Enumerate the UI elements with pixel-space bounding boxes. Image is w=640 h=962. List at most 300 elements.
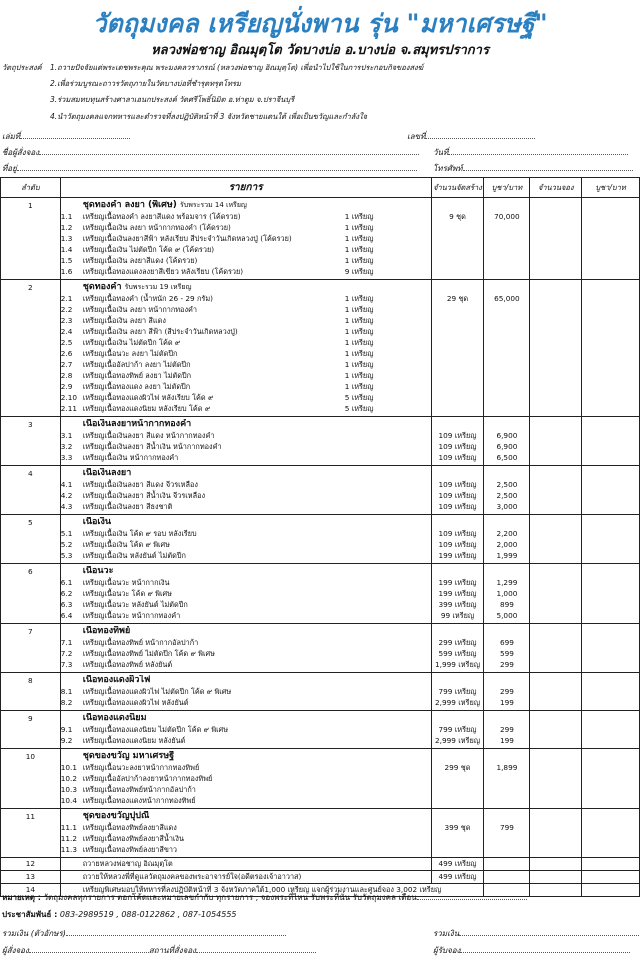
blank [484, 566, 529, 577]
section-title-text: เนื้อนวะ [82, 566, 114, 576]
reserve-price-input[interactable] [582, 624, 640, 673]
list-item [61, 724, 431, 735]
section-number: 7 [28, 627, 33, 636]
section-no [1, 564, 61, 624]
blank [432, 266, 484, 277]
reserve-qty-input[interactable] [530, 858, 582, 871]
made-cell [431, 466, 484, 515]
price-cell [484, 858, 530, 871]
price-value: 199 [499, 736, 514, 745]
section-title-text: เนื้อเงินลงยา [82, 468, 132, 478]
section-number: 9 [28, 714, 33, 723]
reserve-price-input[interactable] [582, 515, 640, 564]
section-title [61, 282, 431, 293]
col-price: บูชา/บาท [484, 178, 530, 198]
section-items [60, 749, 431, 809]
page-title: วัตถุมงคล เหรียญนั่งพาน รุ่น "มหาเศรษฐี" [92, 9, 548, 38]
number-field[interactable]: เลขที่ [407, 130, 535, 143]
blank [484, 359, 529, 370]
section-subtitle: รับพระรวม 14 เหรียญ [180, 201, 247, 209]
blank [484, 266, 529, 277]
made-value: 799 เหรียญ [438, 725, 477, 734]
item-no: 1.5 [60, 256, 73, 265]
price-value: 6,500 [496, 453, 518, 462]
item-no: 3.3 [60, 453, 73, 462]
price-cell [484, 711, 530, 749]
note: หมายเหตุ : วัตถุมงคลทุกรายการ ตอกโค้ดและหมายเลขกำกับ ทุกรายการ , จองพระที่ไหน รับพระที่นั่น รับวัตถุมงคล เดือน [2, 891, 527, 904]
list-item [61, 501, 431, 512]
item-name: เหรียญเนื้อทองแดง ลงยา ไม่ตัดปีก [82, 382, 191, 391]
made-value: 2,999 เหรียญ [435, 698, 480, 707]
reserve-qty-input[interactable] [530, 466, 582, 515]
orderer-field[interactable]: ผู้สั่งจอง สถานที่สั่งจอง [2, 944, 316, 957]
price-value: 6,900 [496, 431, 518, 440]
item-qty: 1 เหรียญ [344, 316, 374, 325]
blank [484, 751, 529, 762]
price-cell [484, 198, 530, 280]
item-name: เหรียญเนื้อนวะ โค้ด ๙ พิเศษ [82, 589, 172, 598]
list-item [61, 648, 431, 659]
item-no: 2.7 [60, 360, 73, 369]
item-name: เหรียญเนื้อนวะ หน้ากากทองคำ [82, 611, 181, 620]
objective-2: 2.เพื่อร่วมบูรณะถาวรวัตถุภายในวัดบางบ่อที่ชำรุดทรุดโทรม [50, 79, 241, 88]
list-item [61, 233, 431, 244]
reserve-price-input[interactable] [582, 673, 640, 711]
list-item [61, 479, 431, 490]
item-qty: 5 เหรียญ [344, 393, 374, 402]
made-cell [431, 280, 484, 417]
price-value: 1,000 [496, 589, 518, 598]
item-no: 3.1 [60, 431, 73, 440]
item-name: เหรียญเนื้อเงิน หลังยันต์ ไม่ตัดปีก [82, 551, 186, 560]
section-no [1, 417, 61, 466]
list-item [61, 326, 431, 337]
item-name: เหรียญเนื้อนวะ หน้ากากเงิน [82, 578, 170, 587]
list-item [61, 403, 431, 414]
list-item [61, 490, 431, 501]
item-no: 10.4 [60, 796, 77, 805]
item-name: เหรียญเนื้อเงิน หน้ากากทองคำ [82, 453, 179, 462]
blank [484, 419, 529, 430]
blank [484, 304, 529, 315]
made-value: 99 เหรียญ [440, 611, 475, 620]
section-number: 11 [25, 812, 36, 821]
blank [484, 517, 529, 528]
item-name: เหรียญเนื้ออัลปาก้า ลงยา ไม่ตัดปีก [82, 360, 191, 369]
blank [484, 381, 529, 392]
item-no: 3.2 [60, 442, 73, 451]
item-name: เหรียญเนื้อทองคำ (น้ำหนัก 26 - 29 กรัม) [82, 294, 214, 303]
blank [484, 222, 529, 233]
blank [484, 326, 529, 337]
item-no: 9.1 [60, 725, 73, 734]
blank [484, 626, 529, 637]
blank [432, 255, 484, 266]
item-name: เหรียญเนื้อเงิน ลงยา หน้ากากทองคำ [82, 305, 197, 314]
section-row [1, 673, 640, 711]
reserve-price-input[interactable] [582, 417, 640, 466]
item-name: เหรียญเนื้อทองแดงนิยม หลังยันต์ [82, 736, 186, 745]
item-name: เหรียญเนื้อทองแดงผิวไฟ ไม่ตัดปีก โค้ด ๙ พิเศษ [82, 687, 232, 696]
item-name: เหรียญเนื้อเงิน โค้ด ๙ รอบ หลังเรียบ [82, 529, 197, 538]
section-title-text: เนื้อทองแดงผิวไฟ [82, 675, 151, 685]
section-row [1, 280, 640, 417]
section-items [60, 466, 431, 515]
item-no: 1.6 [60, 267, 73, 276]
price-cell [484, 871, 530, 884]
list-item [61, 833, 431, 844]
reserve-qty-input[interactable] [530, 198, 582, 280]
blank [432, 626, 484, 637]
item-qty: 5 เหรียญ [344, 404, 374, 413]
item-no: 1.3 [60, 234, 73, 243]
item-no: 2.10 [60, 393, 77, 402]
made-value: 799 เหรียญ [438, 687, 477, 696]
section-title [61, 626, 431, 637]
blank [432, 795, 484, 806]
section-number: 10 [25, 752, 36, 761]
made-value: 109 เหรียญ [438, 453, 477, 462]
section-title [61, 566, 431, 577]
list-item [61, 659, 431, 670]
section-title [61, 811, 431, 822]
blank [484, 282, 529, 293]
reserve-qty-input[interactable] [530, 515, 582, 564]
item-no: 2.6 [60, 349, 73, 358]
section-title [61, 200, 431, 211]
receiver-field[interactable]: ผู้รับจอง [433, 944, 630, 957]
blank [484, 844, 529, 855]
blank [432, 713, 484, 724]
item-name: เหรียญเนื้อเงินลงยา สีแดง หน้ากากทองคำ [82, 431, 215, 440]
blank [484, 255, 529, 266]
objective-3: 3.ร่วมสมทบทุนสร้างศาลาเอนกประสงค์ วัดศรีโพธิ์นิมิต อ.ท่าตูม จ.ปราจีนบุรี [50, 95, 295, 104]
section-items [60, 564, 431, 624]
price-cell [484, 515, 530, 564]
blank [484, 370, 529, 381]
item-no: 7.3 [60, 660, 73, 669]
blank [432, 751, 484, 762]
reserve-price-input[interactable] [582, 466, 640, 515]
item-name: เหรียญเนื้อนวะลงยาหน้ากากทองทิพย์ [82, 763, 200, 772]
blank [432, 337, 484, 348]
item-name: เหรียญเนื้อทองทิพย์ หลังยันต์ [82, 660, 173, 669]
price-cell [484, 280, 530, 417]
blank [484, 348, 529, 359]
reserve-price-input[interactable] [582, 280, 640, 417]
reserve-price-input[interactable] [582, 711, 640, 749]
price-cell [484, 624, 530, 673]
item-name: เหรียญเนื้อเงินลงยา สีน้ำเงิน หน้ากากทองคำ [82, 442, 222, 451]
reserve-price-input[interactable] [582, 871, 640, 884]
made-value: 299 ชุด [444, 763, 471, 772]
blank [432, 222, 484, 233]
item-name: เหรียญเนื้อทองทิพย์ลงยาสีน้ำเงิน [82, 834, 184, 843]
list-item [61, 430, 431, 441]
item-no: 8.2 [60, 698, 73, 707]
contact: ประชาสัมพันธ์ : 083-2989519 , 088-0122862 , 087-1054555 [2, 910, 237, 919]
item-no: 5.2 [60, 540, 73, 549]
item-name: เหรียญเนื้อเงินลงยา สีธงชาติ [82, 502, 173, 511]
reserve-qty-input[interactable] [530, 871, 582, 884]
section-title-text: เนื้อเงิน [82, 517, 112, 527]
item-qty: 1 เหรียญ [344, 223, 374, 232]
section-no [1, 749, 61, 809]
item-name: เหรียญเนื้อเงิน ไม่ตัดปีก โค้ด ๙ [82, 338, 181, 347]
item-name: เหรียญเนื้อทองแดงนิยม ไม่ตัดปีก โค้ด ๙ พิเศษ [82, 725, 229, 734]
item-no: 1.1 [60, 212, 73, 221]
made-value: 199 เหรียญ [438, 589, 477, 598]
item-no: 10.3 [60, 785, 77, 794]
item-no: 6.4 [60, 611, 73, 620]
made-value: 109 เหรียญ [438, 540, 477, 549]
blank [484, 811, 529, 822]
item-no: 5.1 [60, 529, 73, 538]
item-no: 2.1 [60, 294, 73, 303]
reserve-price-input[interactable] [582, 749, 640, 809]
reserve-qty-input[interactable] [530, 673, 582, 711]
price-value: 299 [499, 660, 514, 669]
section-no [1, 624, 61, 673]
phone-field[interactable]: โทรศัพท์ [433, 162, 633, 175]
list-item [61, 293, 431, 304]
list-item [61, 255, 431, 266]
list-item [61, 686, 431, 697]
item-name: เหรียญเนื้อเงิน ลงยาสีแดง (โค้ดรวย) [82, 256, 198, 265]
price-value: 299 [499, 725, 514, 734]
item-name: เหรียญเนื้อนวะ ลงยา ไม่ตัดปีก [82, 349, 178, 358]
col-reserve-qty: จำนวนจอง [530, 178, 582, 198]
blank [432, 517, 484, 528]
blank [432, 381, 484, 392]
section-items [60, 198, 431, 280]
made-value: 109 เหรียญ [438, 480, 477, 489]
item-no: 2.8 [60, 371, 73, 380]
blank [484, 468, 529, 479]
list-item [61, 773, 431, 784]
made-value: 9 ชุด [449, 212, 466, 221]
item-qty: 1 เหรียญ [344, 338, 374, 347]
item-no: 6.3 [60, 600, 73, 609]
item-name: เหรียญเนื้อทองคำ ลงยาสีแดง พร้อมจาร (โค้ดรวย) [82, 212, 241, 221]
list-item [61, 550, 431, 561]
blank [484, 403, 529, 414]
blank [432, 844, 484, 855]
blank [484, 795, 529, 806]
price-cell [484, 673, 530, 711]
blank [432, 419, 484, 430]
item-qty: 1 เหรียญ [344, 371, 374, 380]
price-value: 1,299 [496, 578, 518, 587]
list-item [61, 392, 431, 403]
price-cell [484, 417, 530, 466]
item-name: เหรียญเนื้อทองทิพย์ หน้ากากอัลปาก้า [82, 638, 199, 647]
blank [484, 833, 529, 844]
list-item [61, 315, 431, 326]
price-cell [484, 809, 530, 858]
item-qty: 1 เหรียญ [344, 234, 374, 243]
section-title-text: ชุดของขวัญ มหาเศรษฐี [82, 751, 175, 761]
item-name: เหรียญเนื้อเงิน ไม่ตัดปีก โค้ด ๙ (โค้ดรวย) [82, 245, 215, 254]
section-title-text: ชุดของขวัญปุปณี [82, 811, 150, 821]
reserve-price-input[interactable] [582, 809, 640, 858]
made-cell [431, 624, 484, 673]
col-reserve-price: บูชา/บาท [582, 178, 640, 198]
reserve-qty-input[interactable] [530, 564, 582, 624]
price-value: 899 [499, 600, 514, 609]
item-no: 2.5 [60, 338, 73, 347]
made-cell [431, 711, 484, 749]
orderer-name-field[interactable]: ชื่อผู้สั่งจอง [2, 146, 419, 159]
item-name: เหรียญเนื้อทองแดงหน้ากากทองทิพย์ [82, 796, 196, 805]
blank [432, 304, 484, 315]
total-field[interactable]: รวมเงิน [433, 927, 639, 940]
item-qty: 1 เหรียญ [344, 349, 374, 358]
blank [484, 315, 529, 326]
item-qty: 1 เหรียญ [344, 212, 374, 221]
reserve-qty-input[interactable] [530, 624, 582, 673]
item-no: 11.2 [60, 834, 77, 843]
made-value: 1,999 เหรียญ [435, 660, 480, 669]
item-name: เหรียญเนื้อนวะ หลังยันต์ ไม่ตัดปีก [82, 600, 188, 609]
price-value: 2,000 [496, 540, 518, 549]
item-no: 2.11 [60, 404, 77, 413]
made-value: 499 เหรียญ [431, 858, 484, 871]
list-item [61, 452, 431, 463]
item-name: เหรียญเนื้อเงิน ลงยา หน้ากากทองคำ (โค้ดรวย) [82, 223, 231, 232]
item-name: เหรียญเนื้อเงินลงยา สีแดง จีวรเหลือง [82, 480, 198, 489]
list-item [61, 697, 431, 708]
item-no: 11.1 [60, 823, 77, 832]
blank [432, 403, 484, 414]
reserve-qty-input[interactable] [530, 711, 582, 749]
reserve-qty-input[interactable] [530, 417, 582, 466]
list-item [61, 441, 431, 452]
section-title-text: เนื้อทองแดงนิยม [82, 713, 147, 723]
section-row [1, 711, 640, 749]
reserve-qty-input[interactable] [530, 749, 582, 809]
blank [432, 468, 484, 479]
made-value: 109 เหรียญ [438, 431, 477, 440]
list-item [61, 381, 431, 392]
date-field[interactable]: วันที่ [433, 146, 628, 159]
col-no: ลำดับ [1, 178, 61, 198]
reserve-price-input[interactable] [582, 564, 640, 624]
section-items [60, 280, 431, 417]
made-value: 109 เหรียญ [438, 529, 477, 538]
section-items [60, 711, 431, 749]
made-value: 199 เหรียญ [438, 551, 477, 560]
blank [432, 359, 484, 370]
list-item [61, 211, 431, 222]
reserve-qty-input[interactable] [530, 809, 582, 858]
book-no-field[interactable]: เล่มที่ [2, 130, 130, 143]
item-name: เหรียญเนื้อทองทิพย์ลงยาสีขาว [82, 845, 178, 854]
item-no: 1.4 [60, 245, 73, 254]
price-value: 599 [499, 649, 514, 658]
price-cell [484, 564, 530, 624]
item-no: 2.2 [60, 305, 73, 314]
item-no: 11.3 [60, 845, 77, 854]
price-cell [484, 749, 530, 809]
item-name: เหรียญเนื้อทองทิพย์ ไม่ตัดปีก โค้ด ๙ พิเศษ [82, 649, 215, 658]
item-name: เหรียญเนื้อทองแดงนิยม หลังเรียบ โค้ด ๙ [82, 404, 211, 413]
blank [432, 244, 484, 255]
blank [432, 675, 484, 686]
section-title [61, 517, 431, 528]
blank [432, 566, 484, 577]
blank [432, 282, 484, 293]
price-value: 699 [499, 638, 514, 647]
blank [484, 244, 529, 255]
item-no: 6.2 [60, 589, 73, 598]
list-item [61, 637, 431, 648]
section-number: 6 [28, 567, 33, 576]
address-field[interactable]: ที่อยู่ [2, 162, 417, 175]
list-item [61, 337, 431, 348]
section-row [1, 515, 640, 564]
price-value: 199 [499, 698, 514, 707]
reserve-qty-input[interactable] [530, 884, 582, 897]
section-row [1, 417, 640, 466]
item-qty: 1 เหรียญ [344, 256, 374, 265]
item-no: 9.2 [60, 736, 73, 745]
page-subtitle: หลวงพ่อชาญ อิณมุตฺโต วัดบางบ่อ อ.บางบ่อ จ.สมุทรปราการ [151, 43, 489, 58]
item-name: เหรียญเนื้ออัลปาก้าลงยาหน้ากากทองทิพย์ [82, 774, 213, 783]
section-row [1, 624, 640, 673]
item-no: 5.3 [60, 551, 73, 560]
made-cell [431, 417, 484, 466]
section-no [1, 198, 61, 280]
reserve-price-input[interactable] [582, 198, 640, 280]
blank [484, 392, 529, 403]
price-value: 1,899 [496, 763, 518, 772]
reserve-price-input[interactable] [582, 858, 640, 871]
price-value: 299 [499, 687, 514, 696]
list-item [61, 599, 431, 610]
item-name: เหรียญเนื้อทองทิพย์หน้ากากอัลปาก้า [82, 785, 196, 794]
made-cell [431, 198, 484, 280]
blank [432, 200, 484, 211]
reserve-qty-input[interactable] [530, 280, 582, 417]
blank [432, 326, 484, 337]
section-no [1, 466, 61, 515]
item-name: เหรียญเนื้อทองทิพย์ลงยาสีแดง [82, 823, 177, 832]
list-item [61, 610, 431, 621]
list-item [61, 266, 431, 277]
section-no [1, 280, 61, 417]
single-row [1, 858, 640, 871]
reserve-price-input[interactable] [582, 884, 640, 897]
list-item [61, 539, 431, 550]
list-item [61, 784, 431, 795]
made-cell [431, 749, 484, 809]
price-value: 70,000 [494, 212, 520, 221]
made-value: 109 เหรียญ [438, 491, 477, 500]
row-no: 14 [1, 884, 61, 897]
section-title [61, 675, 431, 686]
total-text-field[interactable]: รวมเงิน (ตัวอักษร) [2, 927, 286, 940]
item-name: เหรียญเนื้อเงิน โค้ด ๙ พิเศษ [82, 540, 170, 549]
made-value: 29 ชุด [446, 294, 469, 303]
item-qty: 9 เหรียญ [344, 267, 374, 276]
blank [484, 200, 529, 211]
section-items [60, 809, 431, 858]
section-title-text: เนื้อทองทิพย์ [82, 626, 131, 636]
section-title-text: ชุดทองคำ ลงยา (พิเศษ) [82, 200, 177, 210]
item-no: 4.3 [60, 502, 73, 511]
list-item [61, 762, 431, 773]
